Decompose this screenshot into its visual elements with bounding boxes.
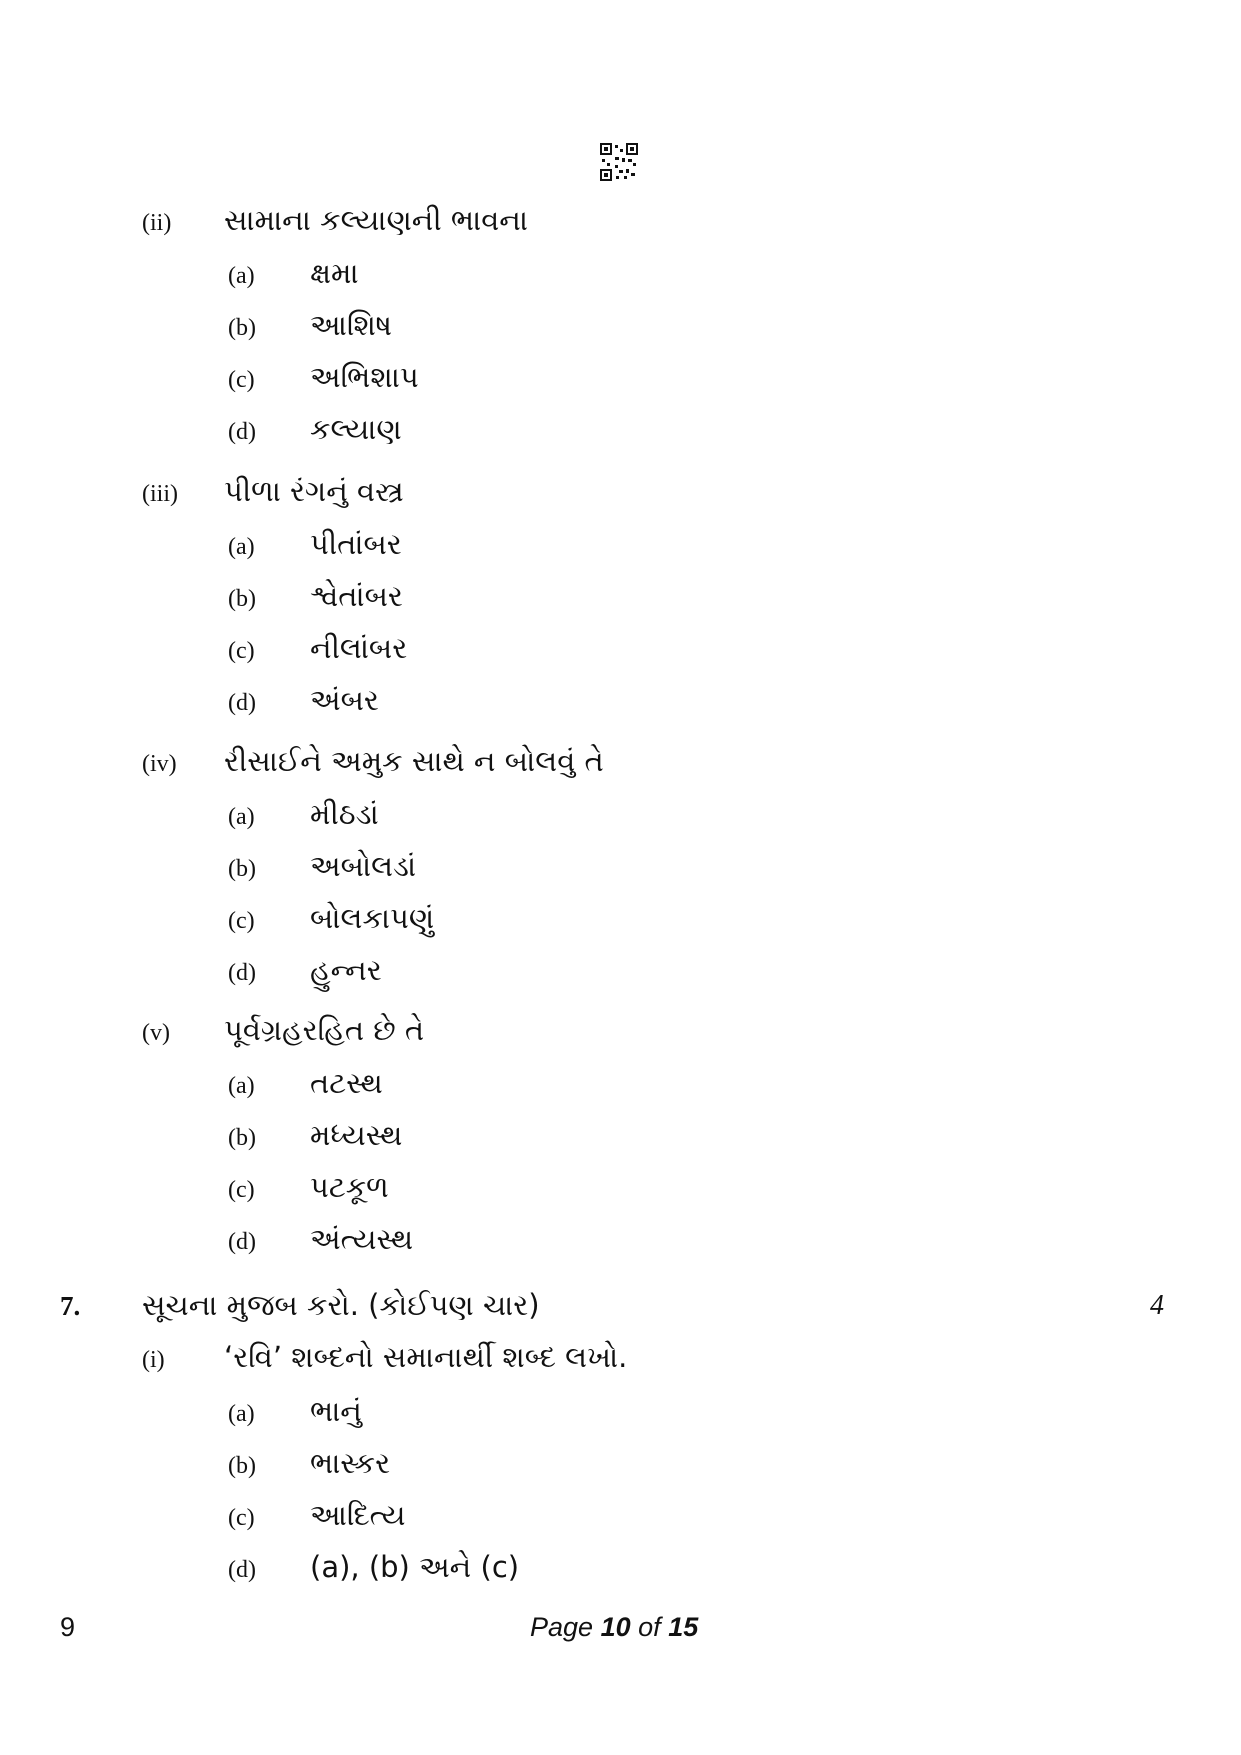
page-total: 15: [668, 1612, 699, 1642]
option-label: (d): [228, 960, 256, 986]
option-text: ક્ષમા: [310, 256, 359, 290]
option-text: મીઠડાં: [310, 797, 379, 831]
option-text: મધ્યસ્થ: [310, 1118, 403, 1152]
option-label: (a): [228, 263, 255, 289]
option-item: [228, 360, 419, 395]
option-item: [228, 683, 379, 718]
question-v: [142, 1013, 424, 1048]
question-ii: [142, 203, 528, 238]
option-label: (b): [228, 315, 256, 341]
option-label: (d): [228, 1557, 256, 1583]
option-item: [228, 308, 392, 343]
question-iii: [142, 474, 404, 509]
option-label: (a): [228, 1401, 255, 1427]
option-text: આશિષ: [310, 308, 393, 342]
option-label: (c): [228, 367, 255, 393]
option-item: [228, 1550, 519, 1585]
question-7: [60, 1288, 540, 1323]
option-label: (b): [228, 586, 256, 612]
option-label: (b): [228, 856, 256, 882]
marks: 4: [1150, 1290, 1164, 1321]
option-label: (c): [228, 908, 255, 934]
option-text: પટકૂળ: [310, 1170, 389, 1204]
option-text: હુન્નર: [310, 953, 382, 987]
option-label: (c): [228, 638, 255, 664]
question-7-i: [142, 1340, 627, 1375]
question-text: રીસાઈને અમુક સાથે ન બોલવું તે: [224, 744, 604, 778]
option-item: [228, 1498, 406, 1533]
page-current: 10: [600, 1612, 631, 1642]
option-text: નીલાંબર: [310, 631, 408, 665]
option-item: [228, 412, 402, 447]
option-item: [228, 579, 403, 614]
question-text: પૂર્વગ્રહરહિત છે તે: [224, 1013, 425, 1047]
option-label: (d): [228, 1229, 256, 1255]
question-text: ‘રવિ’ શબ્દનો સમાનાર્થી શબ્દ લખો.: [224, 1340, 628, 1374]
question-label: (ii): [142, 210, 172, 236]
option-text: અભિશાપ: [310, 360, 419, 394]
option-text: શ્વેતાંબર: [310, 579, 403, 613]
option-text: ભાનું: [310, 1394, 362, 1428]
question-label: (v): [142, 1020, 170, 1046]
option-label: (b): [228, 1125, 256, 1151]
question-text: સામાના કલ્યાણની ભાવના: [224, 203, 528, 237]
option-item: [228, 256, 359, 291]
option-label: (c): [228, 1505, 255, 1531]
option-item: [228, 1066, 383, 1101]
page-number: [530, 1612, 698, 1643]
option-item: [228, 849, 416, 884]
option-item: [228, 953, 382, 988]
option-item: [228, 1446, 390, 1481]
qr-code: [600, 143, 638, 181]
question-label: (i): [142, 1347, 165, 1373]
option-label: (d): [228, 419, 256, 445]
option-text: અંત્યસ્થ: [310, 1222, 414, 1256]
option-item: [228, 1118, 402, 1153]
option-text: બોલકાપણું: [310, 901, 435, 935]
option-item: [228, 1222, 413, 1257]
question-label: (iv): [142, 751, 177, 777]
option-text: કલ્યાણ: [310, 412, 402, 446]
option-label: (a): [228, 534, 255, 560]
option-text: (a), (b) અને (c): [310, 1550, 520, 1584]
page-code: 9: [60, 1612, 76, 1642]
option-label: (a): [228, 804, 255, 830]
question-text: સૂચના મુજબ કરો. (કોઈપણ ચાર): [142, 1288, 540, 1322]
option-label: (c): [228, 1177, 255, 1203]
option-item: [228, 1170, 389, 1205]
option-text: અંબર: [310, 683, 379, 717]
option-text: આદિત્ય: [310, 1498, 406, 1532]
option-item: [228, 1394, 362, 1429]
option-item: [228, 797, 379, 832]
option-label: (b): [228, 1453, 256, 1479]
question-text: પીળા રંગનું વસ્ત્ર: [224, 474, 404, 508]
question-iv: [142, 744, 604, 779]
page-of: of: [638, 1612, 661, 1642]
option-item: [228, 901, 434, 936]
option-item: [228, 527, 402, 562]
option-text: તટસ્થ: [310, 1066, 383, 1100]
option-text: અબોલડાં: [310, 849, 417, 883]
option-text: ભાસ્કર: [310, 1446, 391, 1480]
option-label: (a): [228, 1073, 255, 1099]
question-number: 7.: [60, 1291, 81, 1321]
page-prefix: Page: [530, 1612, 594, 1642]
option-text: પીતાંબર: [310, 527, 402, 561]
option-label: (d): [228, 690, 256, 716]
option-item: [228, 631, 407, 666]
question-label: (iii): [142, 481, 178, 507]
